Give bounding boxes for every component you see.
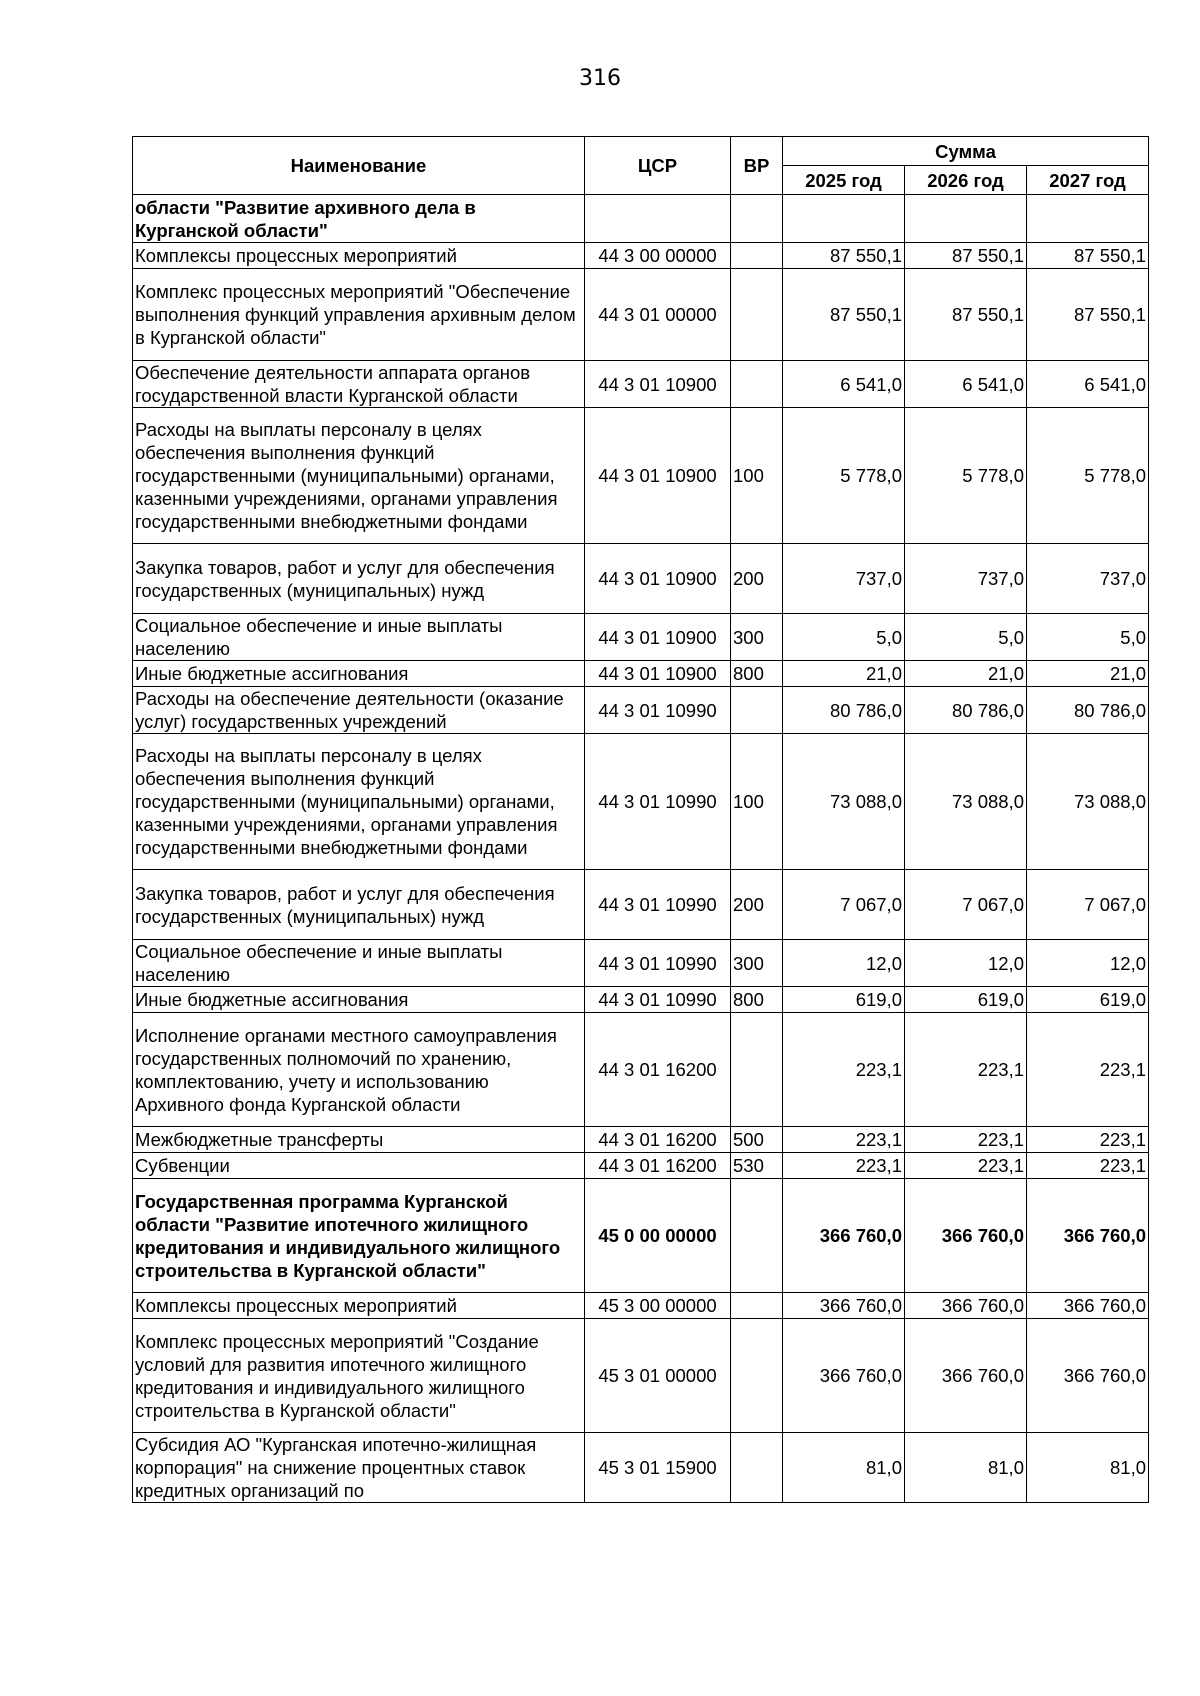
row-sum-2027: 619,0 [1027, 987, 1149, 1013]
row-sum-2025: 223,1 [783, 1013, 905, 1127]
row-name: Субвенции [133, 1153, 585, 1179]
row-sum-2025: 223,1 [783, 1153, 905, 1179]
row-sum-2025: 87 550,1 [783, 269, 905, 361]
row-sum-2026: 7 067,0 [905, 870, 1027, 940]
row-sum-2026: 737,0 [905, 544, 1027, 614]
row-sum-2026: 5,0 [905, 614, 1027, 661]
row-sum-2025: 223,1 [783, 1127, 905, 1153]
row-sum-2025: 5,0 [783, 614, 905, 661]
header-name: Наименование [133, 137, 585, 195]
row-sum-2026: 366 760,0 [905, 1179, 1027, 1293]
row-sum-2025: 5 778,0 [783, 408, 905, 544]
row-name: Субсидия АО "Курганская ипотечно-жилищная корпорация" на снижение процентных ставок кредитных организаций по [133, 1433, 585, 1503]
row-sum-2025: 7 067,0 [783, 870, 905, 940]
row-sum-2027: 366 760,0 [1027, 1293, 1149, 1319]
row-sum-2027: 7 067,0 [1027, 870, 1149, 940]
row-csr: 44 3 01 00000 [585, 269, 731, 361]
row-sum-2027: 5 778,0 [1027, 408, 1149, 544]
row-name: области "Развитие архивного дела в Курганской области" [133, 195, 585, 243]
row-vr: 300 [731, 940, 783, 987]
row-name: Иные бюджетные ассигнования [133, 987, 585, 1013]
row-csr: 44 3 00 00000 [585, 243, 731, 269]
row-sum-2026: 223,1 [905, 1127, 1027, 1153]
row-sum-2027: 73 088,0 [1027, 734, 1149, 870]
row-name: Иные бюджетные ассигнования [133, 661, 585, 687]
row-name: Социальное обеспечение и иные выплаты населению [133, 940, 585, 987]
row-sum-2027: 81,0 [1027, 1433, 1149, 1503]
row-sum-2027: 366 760,0 [1027, 1179, 1149, 1293]
table-row [133, 243, 1149, 269]
row-sum-2025: 12,0 [783, 940, 905, 987]
row-csr: 44 3 01 10900 [585, 408, 731, 544]
row-vr [731, 243, 783, 269]
row-sum-2025: 81,0 [783, 1433, 905, 1503]
table-row [133, 734, 1149, 870]
row-name: Межбюджетные трансферты [133, 1127, 585, 1153]
row-sum-2026: 80 786,0 [905, 687, 1027, 734]
row-name: Комплексы процессных мероприятий [133, 1293, 585, 1319]
row-csr: 44 3 01 10990 [585, 687, 731, 734]
row-name: Комплекс процессных мероприятий "Обеспечение выполнения функций управления архивным делом в Курганской области" [133, 269, 585, 361]
row-csr: 44 3 01 10990 [585, 870, 731, 940]
row-sum-2025: 619,0 [783, 987, 905, 1013]
row-vr [731, 1433, 783, 1503]
row-csr: 45 3 01 00000 [585, 1319, 731, 1433]
row-sum-2026: 366 760,0 [905, 1319, 1027, 1433]
row-csr: 45 3 01 15900 [585, 1433, 731, 1503]
table-row [133, 870, 1149, 940]
row-sum-2026: 223,1 [905, 1153, 1027, 1179]
row-csr: 44 3 01 16200 [585, 1013, 731, 1127]
row-vr [731, 195, 783, 243]
row-vr: 100 [731, 408, 783, 544]
row-sum-2025: 366 760,0 [783, 1179, 905, 1293]
header-year-2025: 2025 год [783, 166, 905, 195]
row-vr [731, 1013, 783, 1127]
row-sum-2026 [905, 195, 1027, 243]
row-csr: 44 3 01 10990 [585, 734, 731, 870]
table-row [133, 687, 1149, 734]
row-vr [731, 269, 783, 361]
row-sum-2025: 21,0 [783, 661, 905, 687]
row-sum-2025: 366 760,0 [783, 1293, 905, 1319]
row-sum-2027: 87 550,1 [1027, 243, 1149, 269]
table-row [133, 1127, 1149, 1153]
row-sum-2025 [783, 195, 905, 243]
row-vr: 100 [731, 734, 783, 870]
row-sum-2026: 366 760,0 [905, 1293, 1027, 1319]
row-sum-2027: 737,0 [1027, 544, 1149, 614]
row-name: Расходы на обеспечение деятельности (оказание услуг) государственных учреждений [133, 687, 585, 734]
row-name: Социальное обеспечение и иные выплаты населению [133, 614, 585, 661]
row-vr [731, 1293, 783, 1319]
row-vr: 200 [731, 544, 783, 614]
table-row [133, 1319, 1149, 1433]
table-row [133, 1433, 1149, 1503]
table-row [133, 361, 1149, 408]
row-csr: 44 3 01 10900 [585, 614, 731, 661]
row-vr: 300 [731, 614, 783, 661]
row-name: Исполнение органами местного самоуправления государственных полномочий по хранению, комплектованию, учету и использованию Архивного фонда Курганской области [133, 1013, 585, 1127]
row-csr: 44 3 01 10900 [585, 661, 731, 687]
table-row [133, 1179, 1149, 1293]
header-sum: Сумма [783, 137, 1149, 166]
row-csr: 45 0 00 00000 [585, 1179, 731, 1293]
row-csr: 44 3 01 10990 [585, 987, 731, 1013]
row-sum-2027: 21,0 [1027, 661, 1149, 687]
row-vr: 500 [731, 1127, 783, 1153]
row-sum-2026: 87 550,1 [905, 243, 1027, 269]
row-sum-2026: 12,0 [905, 940, 1027, 987]
row-vr [731, 361, 783, 408]
row-csr: 44 3 01 10990 [585, 940, 731, 987]
table-row [133, 269, 1149, 361]
table-row [133, 940, 1149, 987]
row-sum-2025: 80 786,0 [783, 687, 905, 734]
row-sum-2026: 87 550,1 [905, 269, 1027, 361]
row-sum-2027 [1027, 195, 1149, 243]
row-sum-2026: 223,1 [905, 1013, 1027, 1127]
row-vr [731, 1319, 783, 1433]
table-row [133, 987, 1149, 1013]
row-name: Закупка товаров, работ и услуг для обеспечения государственных (муниципальных) нужд [133, 544, 585, 614]
row-sum-2027: 5,0 [1027, 614, 1149, 661]
row-sum-2025: 6 541,0 [783, 361, 905, 408]
table-header [133, 137, 1149, 195]
row-sum-2025: 366 760,0 [783, 1319, 905, 1433]
row-name: Комплексы процессных мероприятий [133, 243, 585, 269]
row-vr: 800 [731, 661, 783, 687]
header-year-2026: 2026 год [905, 166, 1027, 195]
table-row [133, 1013, 1149, 1127]
row-sum-2026: 81,0 [905, 1433, 1027, 1503]
table-row [133, 1293, 1149, 1319]
row-vr [731, 1179, 783, 1293]
row-vr: 200 [731, 870, 783, 940]
row-sum-2026: 73 088,0 [905, 734, 1027, 870]
table-row [133, 614, 1149, 661]
header-year-2027: 2027 год [1027, 166, 1149, 195]
table-row [133, 1153, 1149, 1179]
row-name: Государственная программа Курганской области "Развитие ипотечного жилищного кредитования и индивидуального жилищного строительства в Курганской области" [133, 1179, 585, 1293]
row-vr: 530 [731, 1153, 783, 1179]
table-row [133, 408, 1149, 544]
row-csr [585, 195, 731, 243]
row-csr: 45 3 00 00000 [585, 1293, 731, 1319]
row-name: Расходы на выплаты персоналу в целях обеспечения выполнения функций государственными (муниципальными) органами, казенными учреждениями, органами управления государственными внебюджетными фондами [133, 734, 585, 870]
row-sum-2027: 223,1 [1027, 1013, 1149, 1127]
header-vr: ВР [731, 137, 783, 195]
row-vr [731, 687, 783, 734]
row-sum-2027: 87 550,1 [1027, 269, 1149, 361]
row-sum-2027: 223,1 [1027, 1153, 1149, 1179]
row-name: Закупка товаров, работ и услуг для обеспечения государственных (муниципальных) нужд [133, 870, 585, 940]
row-name: Обеспечение деятельности аппарата органов государственной власти Курганской области [133, 361, 585, 408]
row-sum-2026: 619,0 [905, 987, 1027, 1013]
row-sum-2025: 737,0 [783, 544, 905, 614]
table-row [133, 195, 1149, 243]
row-sum-2025: 73 088,0 [783, 734, 905, 870]
row-vr: 800 [731, 987, 783, 1013]
row-sum-2027: 12,0 [1027, 940, 1149, 987]
row-name: Комплекс процессных мероприятий "Создание условий для развития ипотечного жилищного кредитования и индивидуального жилищного строительства в Курганской области" [133, 1319, 585, 1433]
row-sum-2026: 6 541,0 [905, 361, 1027, 408]
table-row [133, 544, 1149, 614]
table-row [133, 661, 1149, 687]
page-number: 316 [579, 66, 621, 91]
row-csr: 44 3 01 16200 [585, 1153, 731, 1179]
budget-table [132, 136, 1149, 1503]
row-sum-2027: 223,1 [1027, 1127, 1149, 1153]
row-sum-2027: 80 786,0 [1027, 687, 1149, 734]
row-csr: 44 3 01 10900 [585, 361, 731, 408]
row-sum-2027: 366 760,0 [1027, 1319, 1149, 1433]
row-sum-2025: 87 550,1 [783, 243, 905, 269]
row-sum-2026: 21,0 [905, 661, 1027, 687]
row-name: Расходы на выплаты персоналу в целях обеспечения выполнения функций государственными (муниципальными) органами, казенными учреждениями, органами управления государственными внебюджетными фондами [133, 408, 585, 544]
row-csr: 44 3 01 10900 [585, 544, 731, 614]
row-sum-2027: 6 541,0 [1027, 361, 1149, 408]
row-sum-2026: 5 778,0 [905, 408, 1027, 544]
table-body [133, 195, 1149, 1503]
row-csr: 44 3 01 16200 [585, 1127, 731, 1153]
header-csr: ЦСР [585, 137, 731, 195]
